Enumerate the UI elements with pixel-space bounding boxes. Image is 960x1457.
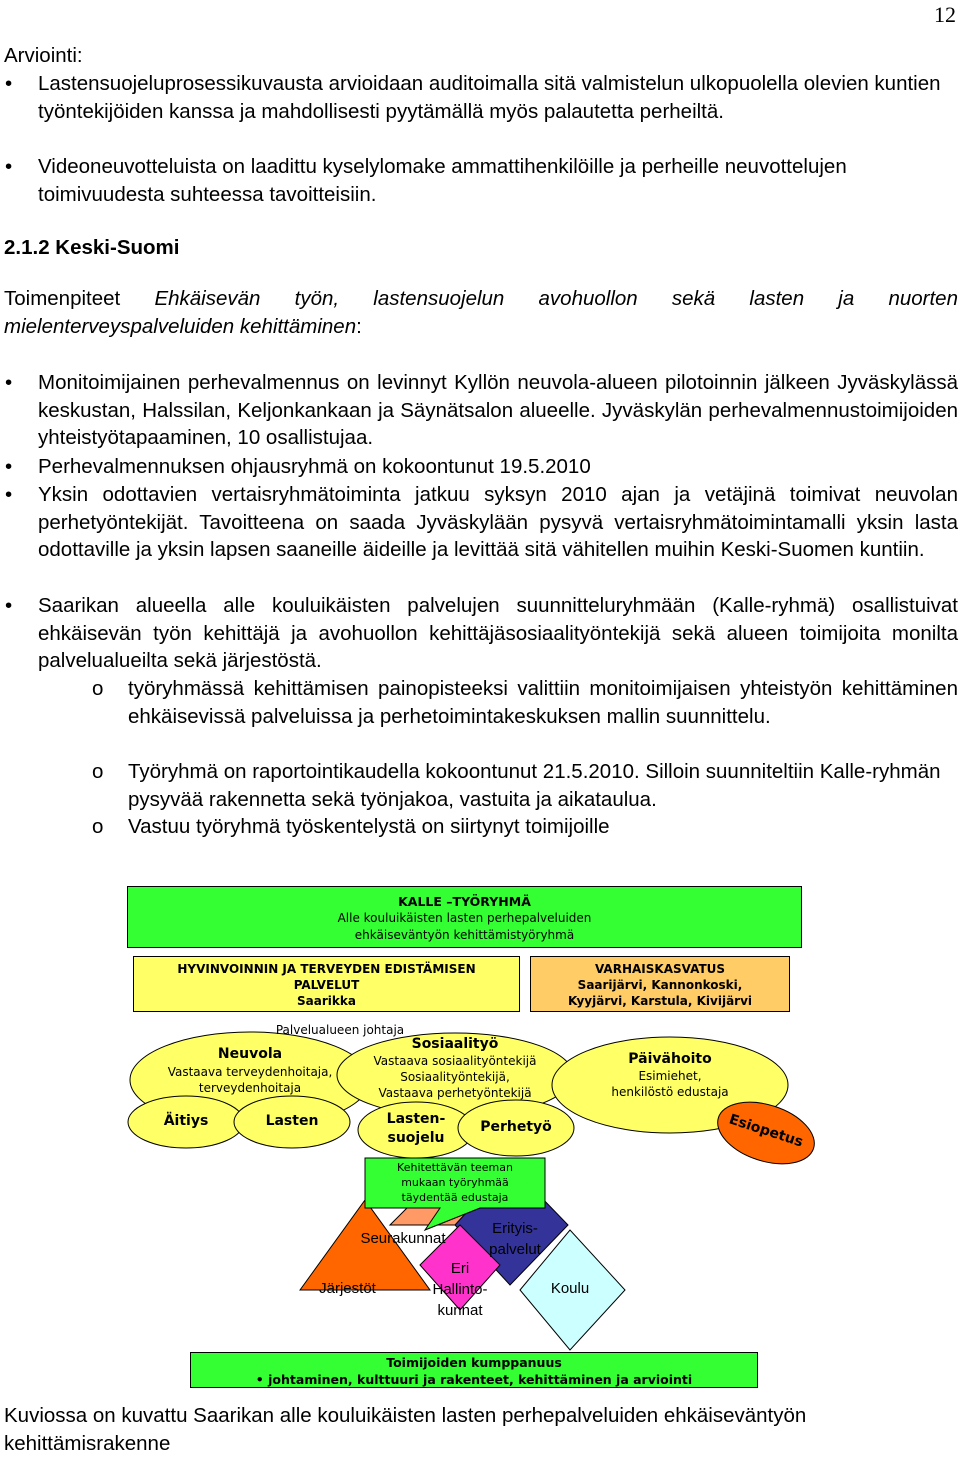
hallintokunnat-line1: Eri	[450, 1260, 470, 1277]
section-bullet	[5, 481, 958, 564]
kalle-line2: Alle kouluikäisten lasten perhepalveluiden	[337, 911, 592, 925]
perhetyo-label: Perhetyö	[480, 1119, 552, 1135]
intro-suffix: :	[356, 314, 362, 338]
kehitettavan-line2: mukaan työryhmää	[401, 1176, 509, 1189]
lastensuojelu-line2: suojelu	[387, 1130, 445, 1146]
bullet-icon: •	[5, 155, 13, 178]
jarjestot-label: Järjestöt	[319, 1280, 376, 1297]
sosiaalityo-line3: Vastaava perhetyöntekijä	[378, 1086, 532, 1100]
bullet-icon: •	[5, 594, 13, 617]
hyvinvointi-line3: Saarikka	[297, 994, 356, 1008]
figure-caption: Kuviossa on kuvattu Saarikan alle kouluikäisten lasten perhepalveluiden ehkäiseväntyön kehittämisrakenne	[4, 1404, 807, 1455]
hyvinvointi-line2: PALVELUT	[293, 978, 360, 992]
evaluation-bullet	[5, 70, 958, 125]
varhaiskasvatus-box	[530, 956, 790, 1012]
hyvinvointi-line1: HYVINVOINNIN JA TERVEYDEN EDISTÄMISEN	[177, 962, 476, 976]
neuvola-text	[150, 1044, 350, 1096]
kehitettavan-line3: täydentää edustaja	[401, 1191, 509, 1204]
sub-bullet-text: työryhmässä kehittämisen painopisteeksi valittiin monitoimijaisen yhteistyön kehittäminen ehkäisevissä palveluissa ja perhetoimintakeskuksen mallin suunnittelu.	[128, 677, 958, 728]
section-bullet-text: Perhevalmennuksen ohjausryhmä on kokoontunut 19.5.2010	[38, 455, 591, 478]
hyvinvointi-box	[133, 956, 520, 1012]
varhaiskasvatus-line3: Kyyjärvi, Karstula, Kivijärvi	[567, 994, 753, 1008]
neuvola-title: Neuvola	[217, 1046, 283, 1062]
sub-bullet-text: Työryhmä on raportointikaudella kokoontunut 21.5.2010. Silloin suunniteltiin Kalle-ryhmän pysyvää rakennetta sekä työnjakoa, vastuita ja aikataulua.	[128, 760, 941, 811]
kehitettavan-text	[365, 1160, 545, 1205]
page-number: 12	[934, 2, 956, 27]
section-bullet	[5, 453, 958, 481]
lasten-label: Lasten	[265, 1113, 319, 1129]
paivahoito-title: Päivähoito	[628, 1051, 712, 1067]
lastensuojelu-line1: Lasten-	[386, 1111, 446, 1127]
circle-bullet-icon: o	[92, 815, 104, 838]
evaluation-bullet	[5, 153, 958, 208]
kehitettavan-line1: Kehitettävän teeman	[397, 1161, 513, 1174]
section-bullet-text: Monitoimijainen perhevalmennus on levinnyt Kyllön neuvola-alueen pilotoinnin jälkeen Jyväskylässä keskustan, Halssilan, Keljonkankaan ja Säynätsalon alueelle. Jyväskylän perhevalmennustoimijoiden yhteistyötapaaminen, 10 osallistujaa.	[38, 371, 958, 449]
varhaiskasvatus-line2: Saarijärvi, Kannonkoski,	[577, 978, 743, 992]
kumppanuus-box	[190, 1352, 758, 1388]
org-diagram	[0, 880, 960, 1400]
neuvola-line2: terveydenhoitaja	[198, 1081, 302, 1095]
section-heading: 2.1.2 Keski-Suomi	[4, 236, 180, 259]
circle-bullet-icon: o	[92, 760, 104, 783]
section-bullet	[5, 369, 958, 452]
koulu-label: Koulu	[550, 1280, 590, 1297]
sosiaalityo-line2: Sosiaalityöntekijä,	[400, 1070, 510, 1084]
section-bullet	[5, 592, 958, 675]
aitiys-label: Äitiys	[163, 1113, 209, 1129]
kumppanuus-line2: • johtaminen, kulttuuri ja rakenteet, kehittäminen ja arviointi	[255, 1372, 693, 1387]
hallintokunnat-line3: kunnat	[437, 1302, 483, 1319]
kalle-box	[127, 886, 802, 948]
hallintokunnat-line2: Hallinto-	[432, 1281, 488, 1298]
bullet-icon: •	[5, 72, 13, 95]
evaluation-bullet-text: Lastensuojeluprosessikuvausta arvioidaan auditoimalla sitä valmistelun ulkopuolella olevien kuntien työntekijöiden kanssa ja mahdollisesti pyytämällä myös palautetta perheiltä.	[38, 72, 941, 123]
paivahoito-line2: henkilöstö edustaja	[611, 1085, 729, 1099]
evaluation-bullet-text: Videoneuvotteluista on laadittu kyselylomake ammattihenkilöille ja perheille neuvottelujen toimivuudesta suhteessa tavoitteisiin.	[38, 155, 847, 206]
erityispalvelut-label	[470, 1218, 560, 1260]
bullet-icon: •	[5, 371, 13, 394]
bullet-icon: •	[5, 483, 13, 506]
sosiaalityo-line1: Vastaava sosiaalityöntekijä	[373, 1054, 537, 1068]
evaluation-title: Arviointi:	[4, 44, 83, 67]
sub-bullet	[92, 813, 958, 841]
sub-bullet	[92, 758, 958, 813]
palvelualueen-johtaja: Palvelualueen johtaja	[275, 1023, 405, 1037]
paivahoito-line1: Esimiehet,	[638, 1069, 702, 1083]
sosiaalityo-text	[355, 1035, 555, 1101]
hallintokunnat-label	[415, 1258, 505, 1321]
section-bullet-text: Saarikan alueella alle kouluikäisten palvelujen suunnitteluryhmään (Kalle-ryhmä) osallistuivat ehkäisevän työn kehittäjä ja avohuollon kehittäjäsosiaalityöntekijä sekä alueen toimijoita monilta palvelualueilta sekä järjestöstä.	[38, 594, 958, 672]
kalle-line3: ehkäiseväntyön kehittämistyöryhmä	[354, 928, 575, 942]
circle-bullet-icon: o	[92, 677, 104, 700]
kumppanuus-title: Toimijoiden kumppanuus	[386, 1355, 562, 1370]
sub-bullet-text: Vastuu työryhmä työskentelystä on siirtynyt toimijoille	[128, 815, 610, 838]
intro-prefix: Toimenpiteet	[4, 287, 121, 310]
kalle-title: KALLE –TYÖRYHMÄ	[398, 894, 531, 909]
paivahoito-text	[580, 1050, 760, 1100]
neuvola-line1: Vastaava terveydenhoitaja,	[167, 1065, 333, 1079]
erityispalvelut-line1: Erityis-	[492, 1220, 538, 1237]
sub-bullet	[92, 675, 958, 730]
erityispalvelut-line2: palvelut	[489, 1241, 541, 1258]
sosiaalityo-title: Sosiaalityö	[411, 1036, 499, 1052]
lastensuojelu-label	[364, 1110, 468, 1148]
intro-italic: Ehkäisevän työn, lastensuojelun avohuollon sekä lasten ja nuorten mielenterveyspalveluiden kehittäminen	[4, 287, 958, 338]
bullet-icon: •	[5, 455, 13, 478]
seurakunnat-label: Seurakunnat	[360, 1230, 446, 1247]
varhaiskasvatus-line1: VARHAISKASVATUS	[594, 962, 726, 976]
section-bullet-text: Yksin odottavien vertaisryhmätoiminta jatkuu syksyn 2010 ajan ja vetäjinä toimivat neuvolan perhetyöntekijät. Tavoitteena on saada Jyväskylään pysyvä vertaisryhmätoimintamalli yksin lasta odottaville ja yksin lapsen saaneille äideille ja levittää sitä vähitellen muihin Keski-Suomen kuntiin.	[38, 483, 958, 561]
esiopetus-label: Esiopetus	[726, 1111, 805, 1151]
section-intro	[4, 285, 958, 340]
